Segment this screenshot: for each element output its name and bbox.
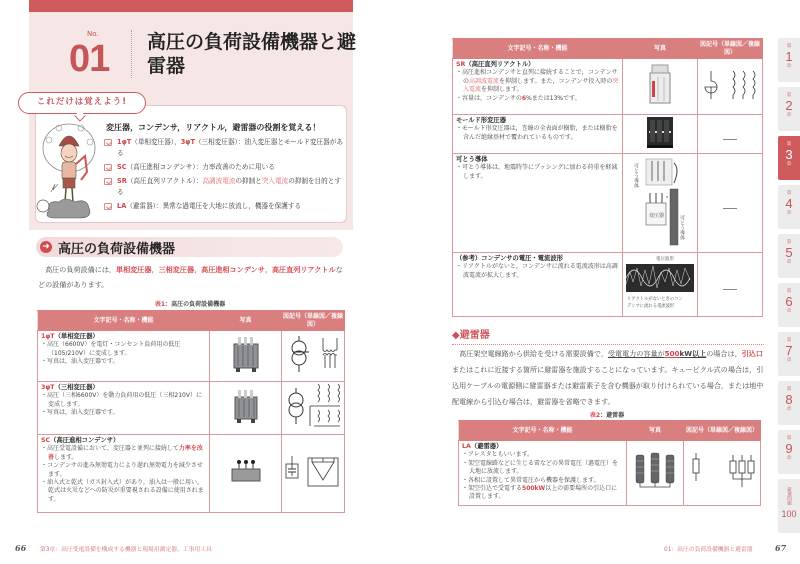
single-phase-transformer-photo [210, 331, 282, 382]
chapter-tab-3[interactable]: 第 3 章 [778, 136, 800, 180]
footer-section-title: 01：高圧の負荷設備機器と避雷器 [664, 547, 753, 553]
section-heading: ◆避雷器 [452, 326, 764, 345]
lesson-number: 01 [69, 38, 110, 80]
svg-text:電圧波形: 電圧波形 [656, 256, 674, 262]
lesson-number-label: No. [87, 30, 99, 38]
checkbox-icon [104, 203, 112, 210]
remember-list [104, 137, 344, 215]
header-divider [131, 30, 132, 78]
three-phase-transformer-photo [210, 382, 282, 435]
svg-text:可とう導体: 可とう導体 [633, 163, 639, 188]
chapter-tabs [778, 38, 800, 538]
header-band [29, 0, 353, 12]
waveform-figure [623, 253, 698, 317]
chapter-tab-4[interactable]: 第 4 章 [778, 185, 800, 229]
checkbox-icon [104, 178, 112, 185]
arrester-paragraph: 高圧架空電線路から供給を受ける需要設備で，受電電力の容量が500kW以上の場合は，引込口またはこれに近接する箇所に避雷器を施設することになっています。キュービクル式の場合は，引込用ケーブルの電源側に避雷器または避雷素子を含む機器が取り付けられている場合，または地中配電線から引込む場合は，避雷器を省略できます。 [452, 349, 764, 406]
svg-text:リアクトルがないときのコン: リアクトルがないときのコン [627, 296, 683, 302]
section-heading: ➜ 高圧の負荷設備機器 [36, 237, 343, 257]
no-symbol [698, 115, 763, 154]
capacitor-photo [210, 435, 282, 513]
checkbox-icon [104, 164, 112, 171]
remember-item: LA（避雷器）：異常な過電圧を大地に放流し，機器を保護する [104, 201, 344, 212]
chapter-tab-1[interactable]: 第 1 章 [778, 38, 800, 82]
table-row: SR（高圧直列リアクトル） ・ 高圧進相コンデンサと直列に接続することで，コンデンサの高調波電流を抑制します。また，コンデンサ投入時の突入電流を抑制します。 ・ 容量は，コンデンサの6%または13%です。 [453, 59, 763, 115]
lightning-arrester-photo [627, 441, 684, 506]
table1-continued [452, 38, 763, 317]
arrow-right-circle-icon: ➜ [40, 241, 52, 253]
table-row: 可とう導体 ・ 可とう導体は，地震時等にブッシングに加わる荷重を軽減します。 可とう導体 変圧器 可とう導体 [453, 154, 763, 253]
capacitor-symbol [282, 435, 345, 513]
svg-text:変圧器: 変圧器 [649, 213, 665, 219]
transformer-symbol [282, 331, 345, 382]
dash [723, 208, 737, 209]
table-row: SC（高圧進相コンデンサ） ・ 高圧受電設備において，変圧器と並列に接続して力率を改善します。 ・ コンデンサの進み無効電力により遅れ無効電力を減少させます。 ・ 油入式と乾式（ガス封入式）があり，油入は一般に用い，乾式は火災などへの防災が重要視される設備に使用されます。 [38, 435, 345, 513]
remember-item: 1φT（単相変圧器），3φT（三相変圧器）：油入変圧器とモールド変圧器がある [104, 137, 344, 159]
no-symbol [698, 154, 763, 253]
intro-paragraph: 高圧の負荷設備には，単相変圧器，三相変圧器，高圧進相コンデンサ，高圧直列リアクトルなどの設備があります。 [38, 265, 343, 289]
remember-item: SC（高圧進相コンデンサ）：力率改善のために用いる [104, 162, 344, 173]
dash [723, 289, 737, 290]
flexible-conductor-photo [623, 154, 698, 253]
lightning-arrester-section [452, 326, 764, 345]
table1 [37, 310, 345, 513]
series-reactor-photo [623, 59, 698, 115]
table1-caption: 表1：高圧の負荷設備機器 [154, 301, 226, 308]
table-row: モールド形変圧器 ・ モールド形変圧器は，巻線の全表面が樹脂，または樹脂を含んだ絶縁基材で覆われているものです。 [453, 115, 763, 154]
table-header-row: 文字記号・名称・機能 写真 図記号（単線図／複線図） [38, 311, 345, 331]
table-header-row: 文字記号・名称・機能 写真 図記号（単線図／複線図） [459, 421, 761, 441]
mascot-illustration [33, 120, 103, 224]
chapter-tab-5[interactable]: 第 5 章 [778, 234, 800, 278]
chapter-tab-9[interactable]: 第 9 章 [778, 430, 800, 474]
page-number-right: 67 [775, 543, 787, 553]
three-phase-transformer-symbol [282, 382, 345, 435]
dash [723, 139, 737, 140]
chapter-tab-7[interactable]: 第 7 章 [778, 332, 800, 376]
arrester-symbol [684, 441, 761, 506]
remember-item: SR（高圧直列リアクトル）：高調波電流の抑制と突入電流の抑制を目的とする [104, 176, 344, 198]
table2-caption: 表2：避雷器 [589, 412, 625, 419]
checkbox-icon [104, 139, 112, 146]
table2 [458, 420, 761, 506]
table-row: LA（避雷器） ・ アレスタともいいます。 ・ 架空電線路などに生じる雷などの異常電圧（過電圧）を大地に放流します。 ・ 各相に設置して異常電圧から機器を保護します。 ・ 架空引込で受電する500kW以上の需要場所の引込口に設置します。 [459, 441, 761, 506]
table-header-row: 文字記号・名称・機能 写真 図記号（単線図／複線図） [453, 39, 763, 59]
remember-bubble: これだけは覚えよう! [18, 92, 146, 114]
table-row: 1φT（単相変圧器） ・ 高圧（6600V）を電灯・コンセント負荷用の低圧（105/210V）に変成します。 ・ 写真は，油入変圧器です。 [38, 331, 345, 382]
page-title: 高圧の負荷設備機器と避雷器 [147, 31, 357, 77]
chapter-tab-2[interactable]: 第 2 章 [778, 87, 800, 131]
no-symbol [698, 253, 763, 317]
footer-chapter-title: 第3章：高圧受電設備を構成する機器と現場用測定器，工事用工具 [40, 547, 212, 553]
svg-text:可とう導体: 可とう導体 [679, 215, 685, 240]
table-row: 3φT（三相変圧器） ・ 高圧（三相6600V）を動力負荷用の低圧（三相210V）に変成します。 ・ 写真は，油入変圧器です。 [38, 382, 345, 435]
reactor-symbol [698, 59, 763, 115]
table-row: （参考）コンデンサの電圧・電流波形 ・ リアクトルがないと，コンデンサに流れる電流波形は高調波電流が拡大します。 電圧波形 リアクトルがないときのコン デンサに流れる電流波形 [453, 253, 763, 317]
remember-heading: 変圧器，コンデンサ，リアクトル，避雷器の役割を覚える！ [106, 123, 321, 132]
page-number-left: 66 [15, 543, 27, 553]
svg-text:デンサに流れる電流波形: デンサに流れる電流波形 [627, 303, 675, 309]
chapter-tab-6[interactable]: 第 6 章 [778, 283, 800, 327]
molded-transformer-photo [623, 115, 698, 154]
chapter-tab-problems-100[interactable]: 厳選問題 100 [778, 479, 800, 533]
chapter-tab-8[interactable]: 第 8 章 [778, 381, 800, 425]
